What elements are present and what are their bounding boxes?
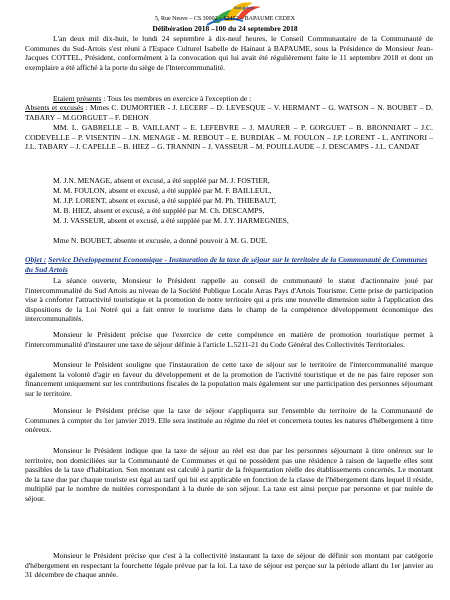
objet-heading (25, 255, 433, 274)
absent-paragraph (25, 103, 433, 122)
pouvoir-line: Mme N. BOUBET, absente et excusée, a donné pouvoir à M. G. DUE. (53, 236, 268, 245)
absent-text: : Mmes C. DUMORTIER - J. LECERF – D. LEVESQUE – V. HERMANT – G. WATSON – N. BOUBET – D. TABARY – M.GORGUET – F. DEHON (25, 103, 433, 122)
present-text: : Tous les membres en exercice à l'exception de : (101, 94, 252, 103)
proxy-line: M. J. VASSEUR, absent et excusé, a été suppléé par M. J.Y. HARMEGNIES, (53, 216, 289, 225)
proxy-line: M. J.P. LORENT, absent et excusé, a été suppléé par M. Ph. THIEBAUT, (53, 196, 277, 205)
intro-paragraph: L'an deux mil dix-huit, le lundi 24 septembre à dix-neuf heures, le Conseil Communautaire de la Communauté de Communes du Sud-Artois s'est réuni à l'Espace Culturel Isabelle de Hainaut à BAPAUME, sous la Présidence de Monsieur Jean-Jacques COTTEL, Président, conformément à la convocation qui lui avait été régulièrement faite le 11 septembre 2018 et dont un exemplaire a été affiché à la porte du siège de l'Intercommunalité. (25, 34, 433, 72)
body-paragraph: Monsieur le Président précise que l'exercice de cette compétence en matière de promotion touristique permet à l'intercommunalité d'instaurer une taxe de séjour définie à l'article L.5211-21 du Code Général des Collectivités Territoriales. (25, 330, 433, 349)
address-line: 5, Rue Neuve – CS 30002 – 62452 – BAPAUME CEDEX (155, 16, 295, 22)
body-paragraph: La séance ouverte, Monsieur le Président rappelle au conseil de communauté le statut d'actionnaire joué par l'intercommunalité du Sud Artois au niveau de la Société Publique Locale Arras Pays d'Artois Tourisme. Cette prise de participation vise à conforter l'attractivité touristique et la promotion de notre territoire qui a pris une nouvelle dimension suite à l'application des dispositions de la Loi Notré qui a fait entrer le tourisme dans le champ de la compétence développement économique des intercommunalités. (25, 276, 433, 324)
objet-label: Objet : (25, 255, 47, 264)
proxy-line: M. M. FOULON, absent et excusé, a été suppléé par M. F. BAILLEUL, (53, 186, 272, 195)
proxy-line: M. B. HIEZ, absent et excusé, a été suppléé par M. Ch. DESCAMPS, (53, 206, 265, 215)
present-label: Etaient présents (53, 94, 102, 103)
absent-mm-paragraph: MM. L. GABRELLE – B. VAILLANT – E. LEFEBVRE – J. MAURER – P. GORGUET – B. BRONNIART – J.C. CODEVELLE – P. VISENTIN – J.N. MENAGE - M. REBOUT – E. BURDIAK – M. FOULON – J.P. LORENT - L. ANTINORI – J.L. TABARY – J. CAPELLE – B. HIEZ – G. TRANNIN – J. VASSEUR – M. POUILLAUDE – J. DESCAMPS - J.L. CANDAT (25, 123, 433, 152)
body-paragraph: Monsieur le Président précise que c'est à la collectivité instaurant la taxe de séjour de définir son montant par catégorie d'hébergement en respectant la fourchette légale prévue par la loi. La taxe de séjour est perçue sur la période allant du 1er janvier au 31 décembre de chaque année. (25, 551, 433, 580)
deliberation-title: Délibération 2018 –100 du 24 septembre 2018 (152, 24, 298, 33)
body-paragraph: Monsieur le Président précise que la taxe de séjour s'appliquera sur l'ensemble du territoire de la Communauté de Communes à compter du 1er janvier 2019. Elle sera instituée au régime du réel et concernera toutes les natures d'hébergement à titre onéreux. (25, 406, 433, 435)
body-paragraph: Monsieur le Président souligne que l'instauration de cette taxe de séjour sur le territoire de l'intercommunalité marque également la volonté d'agir en faveur du développement et de la promotion de l'activité touristique et de ne pas faire reposer son financement uniquement sur les contributions fiscales de la population mais également sur une participation des personnes séjournant sur le territoire. (25, 360, 433, 398)
body-paragraph: Monsieur le Président indique que la taxe de séjour au réel est due par les personnes séjournant à titre onéreux sur le territoire, non domiciliées sur la Communauté de Communes et qui ne possèdent pas une résidence à raison de laquelle elles sont passibles de la taxe d'habitation. Son montant est calculé à partir de la fréquentation réelle des établissements concernés. Le montant de la taxe due par chaque touriste est égal au tarif qui lui est applicable en fonction de la classe de l'hébergement dans lequel il réside, multiplié par le nombre de nuitées correspondant à la durée de son séjour. La taxe est ainsi perçue par personne et par nuitée de séjour. (25, 446, 433, 503)
proxy-line: M. J.N. MENAGE, absent et excusé, a été suppléé par M. J. FOSTIER, (53, 176, 270, 185)
objet-title: Service Développement Economique - Instauration de la taxe de séjour sur le territoire de la Communauté de Communes du Sud Artois (25, 255, 428, 274)
logo-text: Sud Artois (234, 5, 255, 10)
absent-label: Absents et excusés (25, 103, 84, 112)
